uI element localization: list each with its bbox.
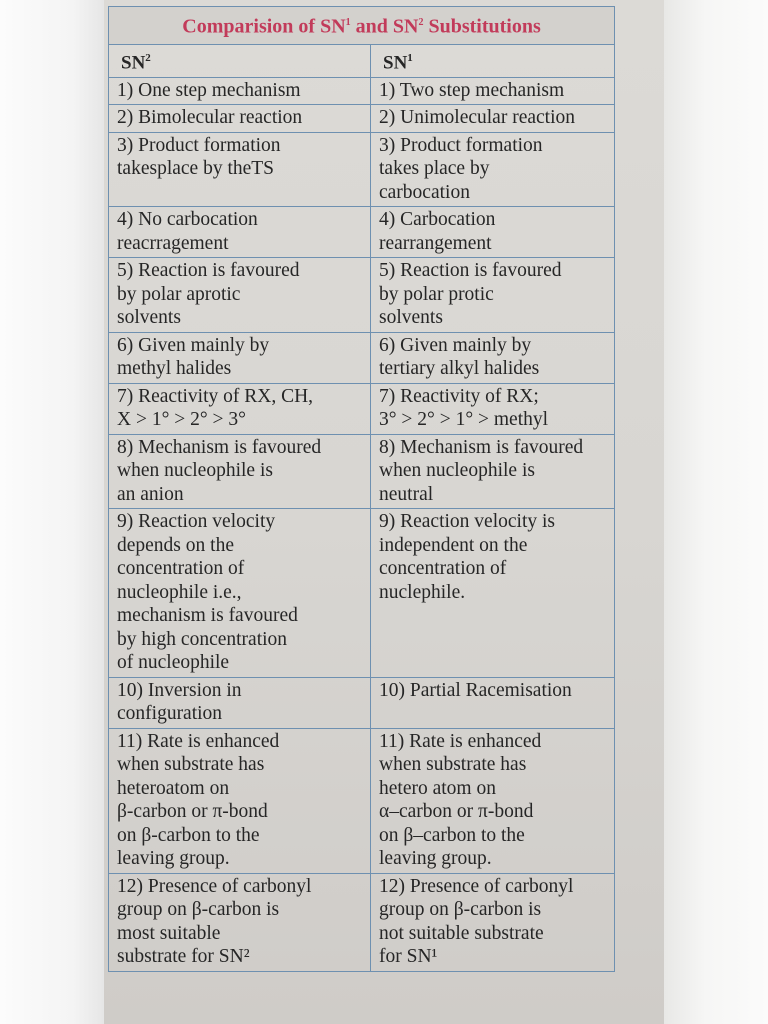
title-superscript-1: 1 [345,17,351,28]
column-header-sn2 [109,45,371,78]
sn1-cell: 2) Unimolecular reaction [371,105,615,133]
sn2-cell: 10) Inversion in configuration [109,677,371,728]
sn1-cell: 1) Two step mechanism [371,77,615,105]
col1-header-text: SN [121,52,146,74]
sn2-cell: 6) Given mainly by methyl halides [109,332,371,383]
left-margin-background [0,0,104,1024]
sn2-cell: 3) Product formation takesplace by theTS [109,132,371,207]
table-row [109,509,615,678]
column-header-sn1 [371,45,615,78]
sn2-cell: 8) Mechanism is favoured when nucleophile is an anion [109,434,371,509]
sn2-cell: 2) Bimolecular reaction [109,105,371,133]
sn2-cell: 7) Reactivity of RX, CH, X > 1° > 2° > 3° [109,383,371,434]
title-row [109,7,615,45]
col2-header-superscript: 1 [407,52,413,65]
sn2-cell: 5) Reaction is favoured by polar aprotic solvents [109,258,371,333]
sn1-cell: 11) Rate is enhanced when substrate has hetero atom on α–carbon or π-bond on β–carbon to the leaving group. [371,728,615,873]
sn2-cell: 12) Presence of carbonyl group on β-carbon is most suitable substrate for SN² [109,873,371,971]
table-row [109,332,615,383]
sn1-cell: 10) Partial Racemisation [371,677,615,728]
sn2-cell: 11) Rate is enhanced when substrate has heteroatom on β-carbon or π-bond on β-carbon to the leaving group. [109,728,371,873]
sn1-cell: 4) Carbocation rearrangement [371,207,615,258]
right-margin-background [664,0,768,1024]
table-row [109,728,615,873]
table-row [109,258,615,333]
sn1-cell: 3) Product formation takes place by carbocation [371,132,615,207]
table-row [109,383,615,434]
table-row [109,434,615,509]
table-title [109,7,615,45]
table-row [109,677,615,728]
sn1-cell: 9) Reaction velocity is independent on the concentration of nuclephile. [371,509,615,678]
table-row [109,105,615,133]
title-text-2: and SN [350,15,419,38]
col1-header-superscript: 2 [145,52,151,65]
title-text-3: Substitutions [423,15,541,38]
sn1-cell: 5) Reaction is favoured by polar protic solvents [371,258,615,333]
sn1-cell: 8) Mechanism is favoured when nucleophile is neutral [371,434,615,509]
title-superscript-2: 2 [418,17,424,28]
title-text-1: Comparision of SN [182,15,346,38]
sn2-cell: 9) Reaction velocity depends on the concentration of nucleophile i.e., mechanism is favoured by high concentration of nucleophile [109,509,371,678]
sn1-cell: 12) Presence of carbonyl group on β-carbon is not suitable substrate for SN¹ [371,873,615,971]
sn2-cell: 1) One step mechanism [109,77,371,105]
col2-header-text: SN [383,52,408,74]
header-row [109,45,615,78]
table-row [109,132,615,207]
sn1-cell: 6) Given mainly by tertiary alkyl halides [371,332,615,383]
table-row [109,77,615,105]
sn2-cell: 4) No carbocation reacrragement [109,207,371,258]
sn1-cell: 7) Reactivity of RX; 3° > 2° > 1° > methyl [371,383,615,434]
table-row [109,207,615,258]
comparison-table [108,6,615,972]
table-row [109,873,615,971]
